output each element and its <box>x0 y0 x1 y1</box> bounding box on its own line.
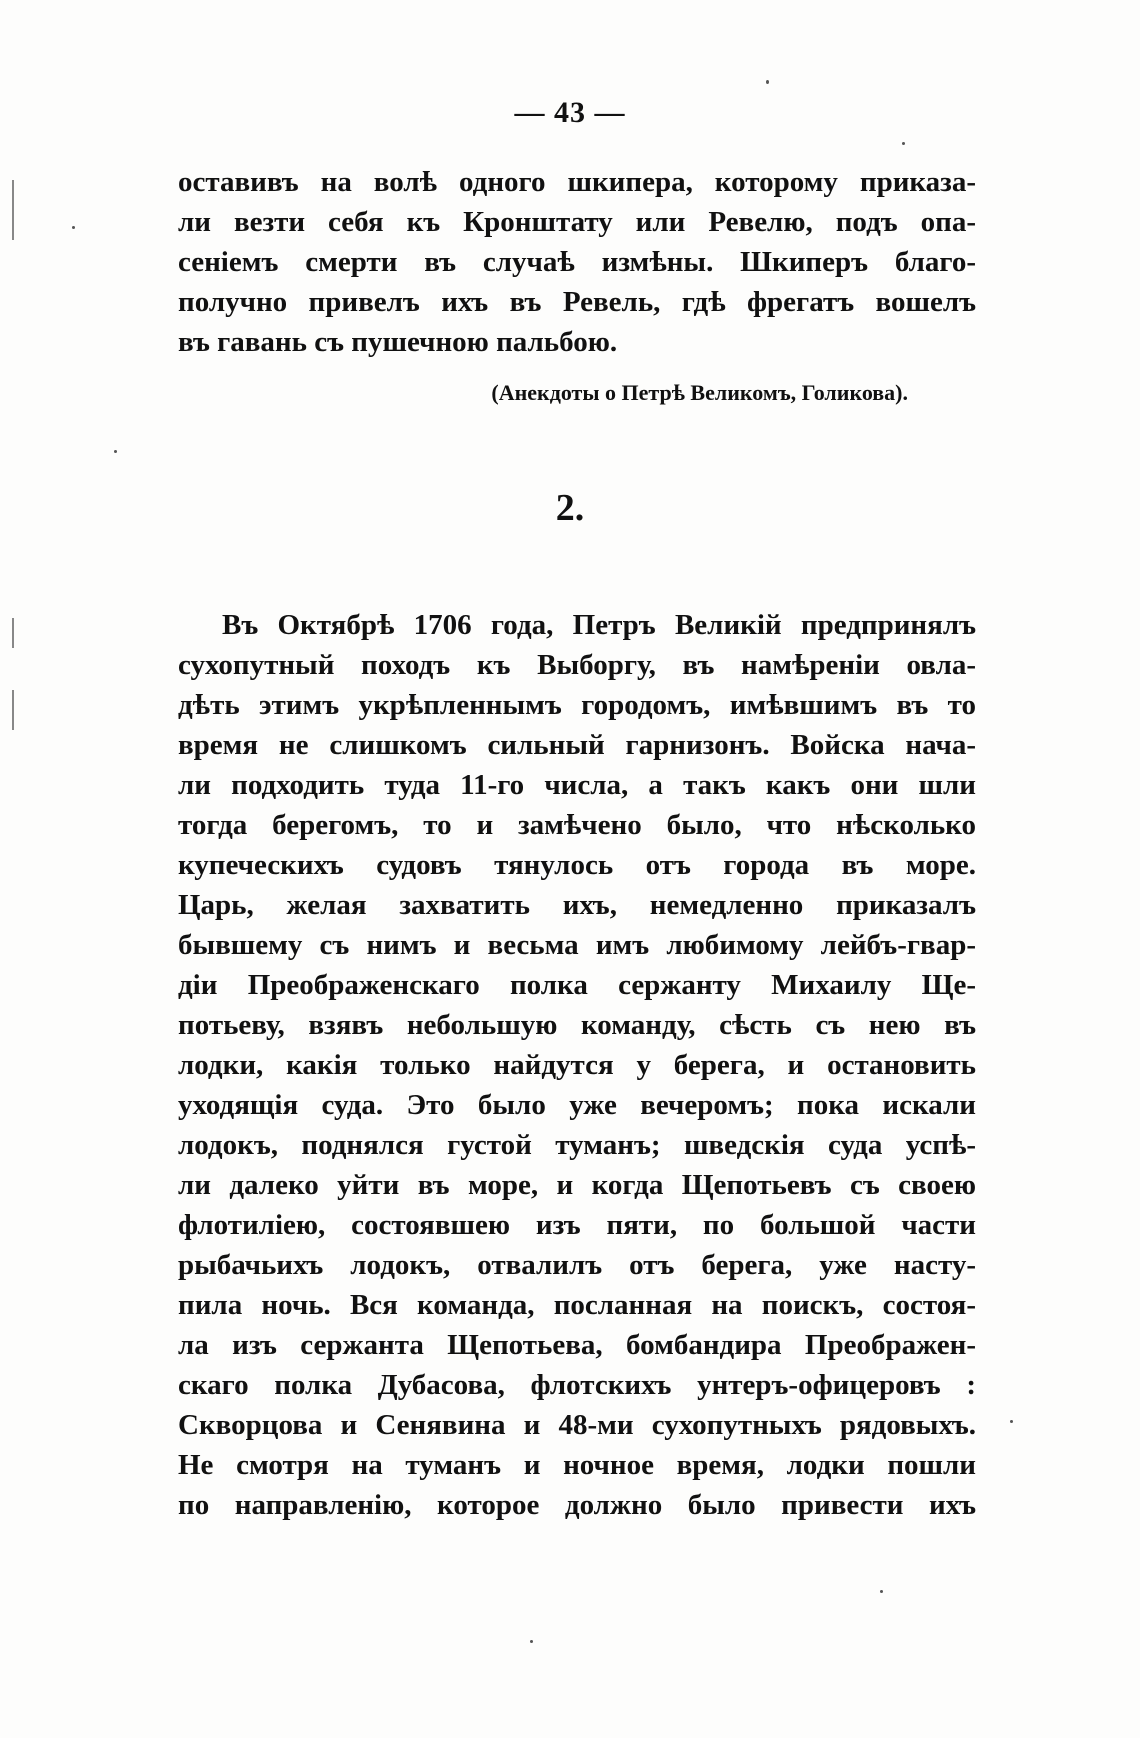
text-line: дѣть этимъ укрѣпленнымъ городомъ, имѣвшимъ въ то <box>178 689 976 721</box>
text-line: Царь, желая захватить ихъ, немедленно приказалъ <box>178 889 976 921</box>
text-line: потьеву, взявъ небольшую команду, сѣсть съ нею въ <box>178 1009 976 1041</box>
scan-speck <box>902 142 905 145</box>
scan-speck <box>12 690 14 730</box>
text-line: время не слишкомъ сильный гарнизонъ. Войска нача- <box>178 729 976 761</box>
text-line: ли везти себя къ Кронштату или Ревелю, подъ опа- <box>178 206 976 238</box>
text-line: уходящія суда. Это было уже вечеромъ; пока искали <box>178 1089 976 1121</box>
scan-speck <box>766 80 769 84</box>
text-line: купеческихъ судовъ тянулось отъ города въ море. <box>178 849 976 881</box>
scan-speck <box>12 180 14 240</box>
scan-speck <box>530 1640 533 1643</box>
scan-speck <box>72 226 75 229</box>
text-line: Не смотря на туманъ и ночное время, лодки пошли <box>178 1449 976 1481</box>
text-line: получно привелъ ихъ въ Ревель, гдѣ фрегатъ вошелъ <box>178 286 976 318</box>
main-paragraph <box>178 605 976 1525</box>
text-line: сеніемъ смерти въ случаѣ измѣны. Шкиперъ благо- <box>178 246 976 278</box>
text-line: пила ночь. Вся команда, посланная на поискъ, состоя- <box>178 1289 976 1321</box>
text-line: тогда берегомъ, то и замѣчено было, что нѣсколько <box>178 809 976 841</box>
top-paragraph <box>178 162 976 362</box>
text-line: рыбачьихъ лодокъ, отвалилъ отъ берега, уже насту- <box>178 1249 976 1281</box>
text-line: ли далеко уйти въ море, и когда Щепотьевъ съ своею <box>178 1169 976 1201</box>
text-line: сухопутный походъ къ Выборгу, въ намѣреніи овла- <box>178 649 976 681</box>
text-line: флотиліею, состоявшею изъ пяти, по большой части <box>178 1209 976 1241</box>
text-line: діи Преображенскаго полка сержанту Михаилу Ще- <box>178 969 976 1001</box>
text-line: ли подходить туда 11-го числа, а такъ какъ они шли <box>178 769 976 801</box>
text-line: въ гавань съ пушечною пальбою. <box>178 326 618 358</box>
scan-speck <box>12 618 14 648</box>
text-line: Скворцова и Сенявина и 48-ми сухопутныхъ рядовыхъ. <box>178 1409 976 1441</box>
scan-speck <box>1010 1420 1013 1423</box>
text-line: бывшему съ нимъ и весьма имъ любимому лейбъ-гвар- <box>178 929 976 961</box>
text-line: ла изъ сержанта Щепотьева, бомбандира Преображен- <box>178 1329 976 1361</box>
section-number: 2. <box>555 487 585 529</box>
text-line: лодокъ, поднялся густой туманъ; шведскія суда успѣ- <box>178 1129 976 1161</box>
page-number: — 43 — <box>514 96 626 129</box>
text-line: Въ Октябрѣ 1706 года, Петръ Великій предпринялъ <box>222 609 976 641</box>
scan-speck <box>880 1590 883 1593</box>
text-line: лодки, какія только найдутся у берега, и остановить <box>178 1049 976 1081</box>
text-line: оставивъ на волѣ одного шкипера, которому приказа- <box>178 166 976 198</box>
text-line: скаго полка Дубасова, флотскихъ унтеръ-офицеровъ : <box>178 1369 976 1401</box>
source-citation: (Анекдоты о Петрѣ Великомъ, Голикова). <box>491 380 908 405</box>
scan-speck <box>114 450 117 453</box>
text-line: по направленію, которое должно было привести ихъ <box>178 1489 976 1521</box>
